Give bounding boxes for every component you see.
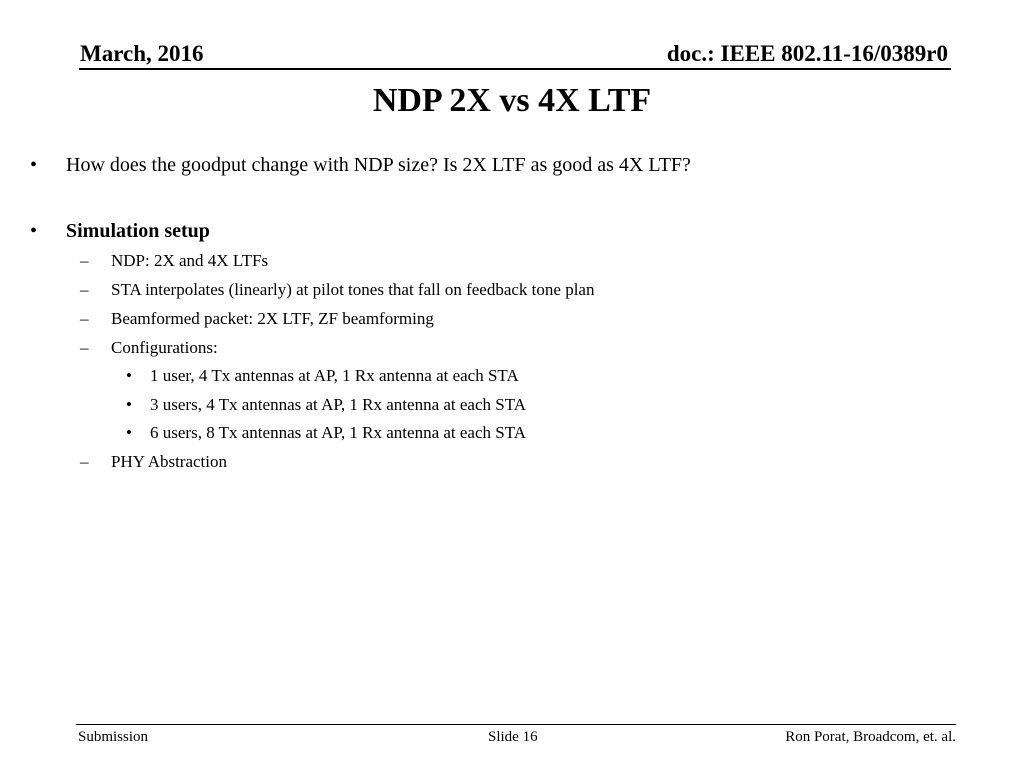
slide-title: NDP 2X vs 4X LTF: [372, 82, 652, 119]
dash-marker: –: [80, 280, 89, 299]
header-date: March, 2016: [80, 41, 204, 66]
sub-bullet-text: STA interpolates (linearly) at pilot tones that fall on feedback tone plan: [111, 280, 595, 299]
sub-bullet-text: Beamformed packet: 2X LTF, ZF beamforming: [111, 309, 434, 328]
sub-bullet-text: Configurations:: [111, 338, 218, 357]
footer-authors: Ron Porat, Broadcom, et. al.: [785, 729, 956, 745]
bullet-marker: •: [126, 366, 132, 385]
dash-marker: –: [80, 251, 89, 270]
bullet-text: How does the goodput change with NDP size? Is 2X LTF as good as 4X LTF?: [66, 154, 691, 176]
dash-marker: –: [80, 309, 89, 328]
config-text: 1 user, 4 Tx antennas at AP, 1 Rx antenna at each STA: [150, 366, 519, 385]
bullet-marker: •: [126, 395, 132, 414]
bullet-marker: •: [30, 220, 38, 242]
sub-bullet-text: PHY Abstraction: [111, 452, 228, 471]
footer-slide-number: Slide 16: [488, 729, 538, 745]
bullet-marker: •: [126, 423, 132, 442]
bullet-marker: •: [30, 154, 38, 176]
header-doc-id: doc.: IEEE 802.11-16/0389r0: [666, 41, 948, 66]
dash-marker: –: [80, 338, 89, 357]
dash-marker: –: [80, 452, 89, 471]
sub-bullet-text: NDP: 2X and 4X LTFs: [111, 251, 269, 270]
footer-divider: [76, 724, 956, 725]
bullet-heading: Simulation setup: [66, 220, 210, 242]
config-text: 3 users, 4 Tx antennas at AP, 1 Rx antenna at each STA: [150, 395, 527, 414]
config-text: 6 users, 8 Tx antennas at AP, 1 Rx antenna at each STA: [150, 423, 527, 442]
footer-submission: Submission: [78, 729, 149, 745]
